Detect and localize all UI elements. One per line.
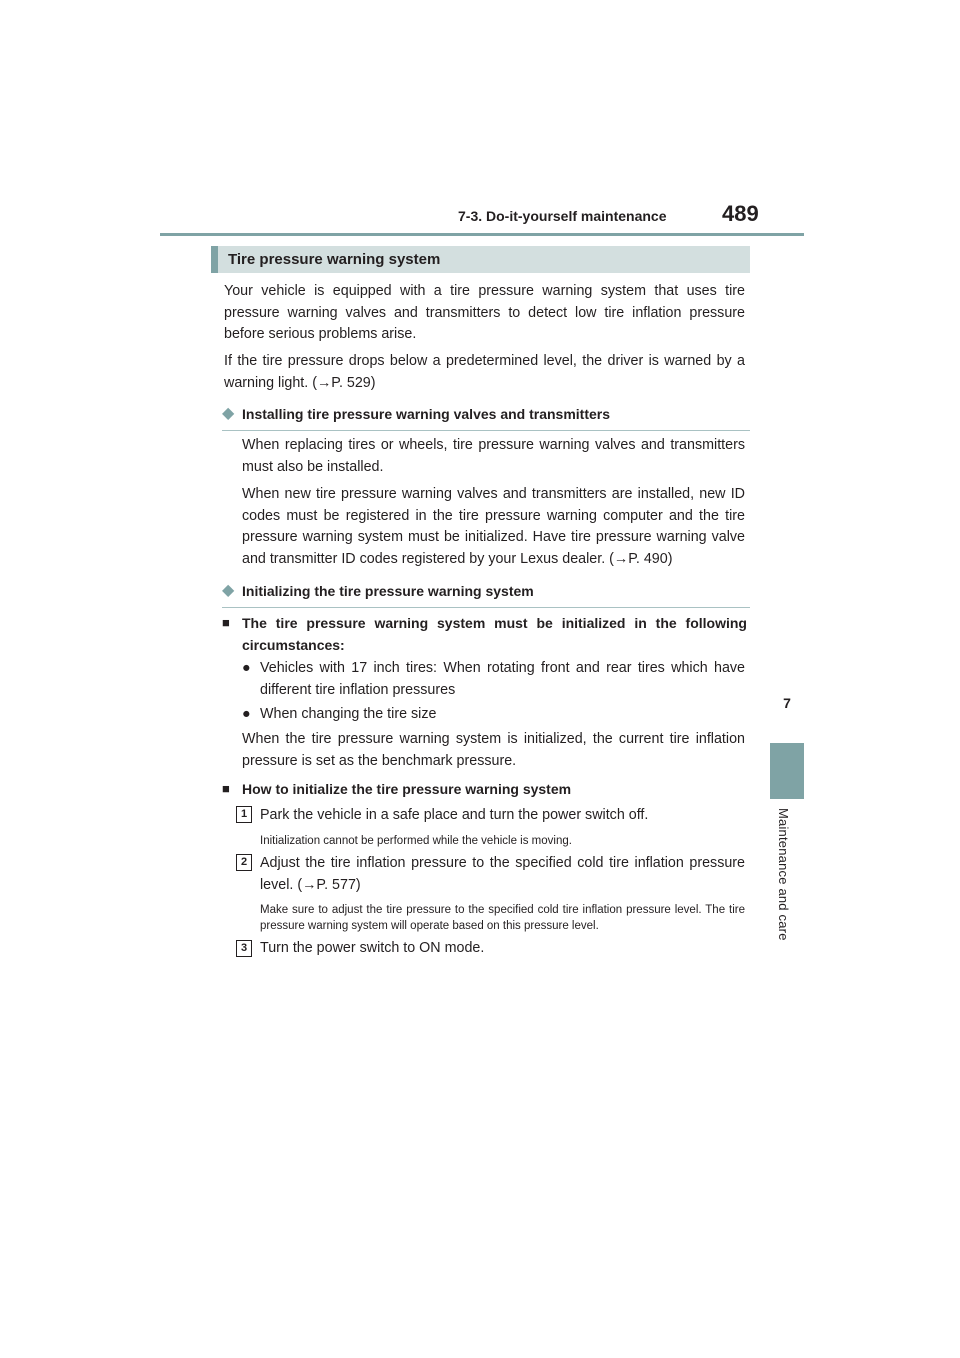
square-bullet-icon: ■ [222, 781, 230, 796]
step-text: Adjust the tire inflation pressure to the specified cold tire inflation pressure level. (→P. 577) [260, 855, 745, 893]
intro-paragraph-1: Your vehicle is equipped with a tire pressure warning system that uses tire pressure warning valves and transmitters to detect low tire inflation pressure before serious problems arise. [224, 283, 745, 342]
step-number-badge: 1 [236, 806, 252, 823]
page-number: 489 [722, 201, 759, 226]
step-number-badge: 2 [236, 854, 252, 871]
step-note: Make sure to adjust the tire pressure to the specified cold tire inflation pressure level. The tire pressure warning system will operate based on this pressure level. [260, 904, 745, 932]
header-rule [160, 233, 804, 236]
diamond-icon: ◆ [222, 582, 235, 599]
chapter-tab-marker [770, 743, 804, 799]
intro-paragraph-2: If the tire pressure drops below a predetermined level, the driver is warned by a warning light. (→P. 529) [224, 353, 745, 391]
step-text: Park the vehicle in a safe place and turn the power switch off. [260, 807, 649, 823]
bullet-dot-icon: ● [242, 706, 251, 722]
installing-subheading [222, 406, 750, 431]
running-header-section: 7-3. Do-it-yourself maintenance [458, 208, 667, 224]
step-number-badge: 3 [236, 940, 252, 957]
chapter-number: 7 [783, 695, 791, 711]
installing-subheading-title: Installing tire pressure warning valves and transmitters [242, 406, 611, 422]
bullet-dot-icon: ● [242, 660, 251, 676]
how-to-heading [222, 778, 747, 800]
diamond-icon: ◆ [222, 405, 235, 422]
section-title-bar [211, 246, 750, 273]
circumstances-note: When the tire pressure warning system is initialized, the current tire inflation pressure is set as the benchmark pressure. [242, 731, 745, 769]
list-item [242, 657, 745, 701]
step-note: Initialization cannot be performed while the vehicle is moving. [260, 835, 572, 847]
circumstances-heading-text: The tire pressure warning system must be initialized in the following circumstances: [242, 615, 747, 653]
section-title: Tire pressure warning system [228, 251, 441, 268]
step-text: Turn the power switch to ON mode. [260, 940, 485, 956]
installing-paragraph-1: When replacing tires or wheels, tire pressure warning valves and transmitters must also be installed. [242, 437, 745, 475]
bullet-text: Vehicles with 17 inch tires: When rotating front and rear tires which have different tire inflation pressures [260, 660, 745, 698]
how-to-heading-text: How to initialize the tire pressure warning system [242, 781, 572, 797]
circumstances-heading [222, 612, 747, 658]
list-item [242, 703, 745, 725]
bullet-text: When changing the tire size [260, 706, 437, 722]
initializing-subheading [222, 583, 750, 608]
installing-paragraph-2: When new tire pressure warning valves and transmitters are installed, new ID codes must be registered in the tire pressure warning computer and the tire pressure warning system must be initialized. Have tire pressure warning valve and transmitter ID codes registered by your Lexus dealer. (→P. 490) [242, 486, 745, 567]
initializing-subheading-title: Initializing the tire pressure warning system [242, 583, 534, 599]
square-bullet-icon: ■ [222, 615, 230, 630]
chapter-label: Maintenance and care [776, 808, 791, 941]
